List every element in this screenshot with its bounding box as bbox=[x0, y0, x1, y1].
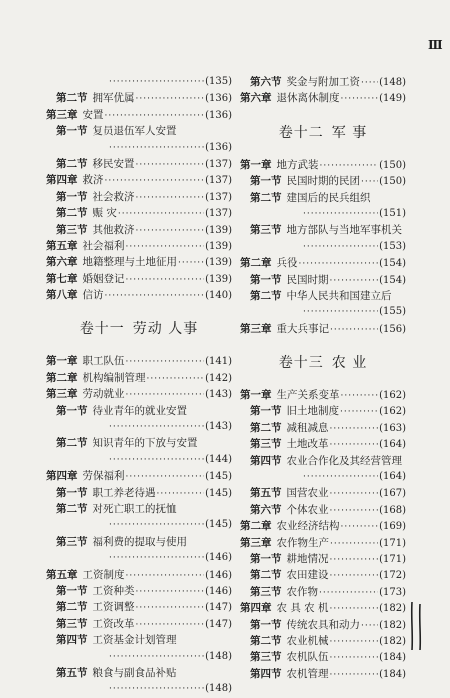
toc-entry-label: 第一节 bbox=[250, 552, 282, 565]
toc-page-number: (150) bbox=[379, 159, 406, 171]
toc-section-row[interactable] bbox=[240, 649, 406, 665]
toc-entry-label: 第六章 bbox=[46, 256, 78, 269]
toc-section-row[interactable] bbox=[240, 567, 406, 583]
toc-section-row[interactable] bbox=[46, 435, 232, 451]
leader-dots bbox=[126, 387, 205, 403]
toc-entry-title: 地方武装 bbox=[276, 158, 319, 171]
toc-section-row[interactable] bbox=[240, 584, 406, 600]
toc-entry-label: 第三节 bbox=[250, 224, 282, 237]
volume-number: 卷十二 bbox=[278, 124, 324, 141]
toc-section-row[interactable] bbox=[46, 156, 232, 172]
toc-entry-title: 信访 bbox=[82, 289, 104, 302]
toc-page-number: (143) bbox=[205, 421, 232, 433]
volume-heading bbox=[240, 117, 406, 149]
toc-entry-title: 工资基金计划管理 bbox=[92, 634, 177, 647]
leader-dots bbox=[126, 469, 205, 485]
leader-dots bbox=[126, 239, 205, 255]
toc-entry-label: 第一节 bbox=[56, 125, 88, 138]
toc-page-number: (147) bbox=[205, 618, 232, 630]
toc-entry-label: 第三节 bbox=[250, 651, 282, 664]
toc-entry-label: 第七章 bbox=[46, 272, 78, 285]
toc-page-number: (139) bbox=[205, 257, 232, 269]
toc-entry-label: 第六节 bbox=[250, 76, 282, 88]
toc-page-number: (182) bbox=[379, 619, 406, 631]
toc-entry-title: 农业合作化及其经营管理 bbox=[286, 454, 402, 467]
leader-dots bbox=[136, 157, 205, 173]
toc-section-row[interactable] bbox=[240, 403, 406, 419]
leader-dots bbox=[109, 681, 204, 697]
toc-page-number: (137) bbox=[205, 191, 232, 203]
toc-chapter-row[interactable] bbox=[240, 157, 406, 173]
toc-section-row[interactable] bbox=[240, 272, 406, 288]
leader-dots bbox=[136, 600, 205, 616]
toc-page-number: (169) bbox=[379, 521, 406, 533]
toc-entry-title: 重大兵事记 bbox=[276, 322, 329, 335]
toc-page-number: (172) bbox=[379, 570, 406, 582]
toc-entry-label: 第三章 bbox=[240, 536, 272, 549]
toc-chapter-row[interactable] bbox=[240, 518, 406, 534]
toc-page-number: (137) bbox=[205, 175, 232, 187]
toc-page-number: (164) bbox=[379, 439, 406, 451]
toc-page-number: (146) bbox=[205, 569, 232, 581]
toc-continuation-row[interactable] bbox=[240, 239, 406, 255]
toc-section-row[interactable] bbox=[46, 189, 232, 205]
toc-section-row[interactable] bbox=[46, 616, 232, 632]
toc-entry-title: 传统农具和动力 bbox=[286, 618, 360, 631]
toc-section-row[interactable] bbox=[46, 599, 232, 615]
toc-entry-label: 第一节 bbox=[250, 175, 282, 188]
toc-continuation-row[interactable] bbox=[46, 74, 232, 90]
toc-section-row[interactable] bbox=[46, 123, 232, 139]
toc-page-number: (155) bbox=[379, 306, 406, 318]
toc-section-row[interactable] bbox=[240, 288, 406, 304]
toc-left-column bbox=[46, 74, 232, 698]
toc-entry-label: 第三节 bbox=[250, 585, 282, 598]
toc-entry-label: 第二章 bbox=[46, 371, 78, 384]
toc-page-number: (146) bbox=[205, 552, 232, 564]
toc-entry-label: 第一节 bbox=[56, 486, 88, 499]
toc-entry-title: 地籍整理与土地征用 bbox=[82, 256, 177, 269]
toc-page-number: (143) bbox=[205, 389, 232, 401]
toc-page-number: (153) bbox=[379, 240, 406, 252]
leader-dots bbox=[109, 550, 204, 566]
toc-entry-label: 第三节 bbox=[56, 617, 88, 630]
toc-page-number: (148) bbox=[205, 650, 232, 662]
leader-dots bbox=[330, 437, 379, 453]
leader-dots bbox=[105, 108, 205, 124]
toc-page-number: (151) bbox=[379, 207, 406, 219]
toc-page-number: (162) bbox=[379, 406, 406, 418]
toc-page-number: (141) bbox=[205, 356, 232, 368]
leader-dots bbox=[105, 173, 205, 189]
toc-entry-title: 社会福利 bbox=[82, 239, 125, 252]
leader-dots bbox=[126, 272, 205, 288]
toc-chapter-row[interactable] bbox=[240, 90, 406, 106]
toc-chapter-row[interactable] bbox=[46, 238, 232, 254]
toc-section-row[interactable] bbox=[240, 502, 406, 518]
leader-dots bbox=[303, 304, 378, 320]
toc-entry-label: 第二节 bbox=[56, 437, 88, 450]
leader-dots bbox=[330, 650, 379, 666]
toc-page-number: (145) bbox=[205, 519, 232, 531]
toc-entry-label: 第四章 bbox=[240, 602, 272, 615]
toc-page-number: (171) bbox=[379, 537, 406, 549]
toc-page-number: (139) bbox=[205, 240, 232, 252]
leader-dots bbox=[330, 503, 379, 519]
leader-dots bbox=[136, 584, 205, 600]
leader-dots bbox=[361, 618, 378, 634]
toc-chapter-row[interactable] bbox=[46, 370, 232, 386]
toc-page-number: (136) bbox=[205, 141, 232, 153]
toc-entry-title: 个体农业 bbox=[286, 503, 329, 516]
leader-dots bbox=[361, 174, 378, 190]
toc-entry-label: 第六章 bbox=[240, 92, 272, 105]
leader-dots bbox=[330, 552, 379, 568]
leader-dots bbox=[109, 517, 204, 533]
leader-dots bbox=[299, 256, 379, 272]
toc-entry-title: 工资制度 bbox=[82, 568, 125, 581]
toc-entry-title: 工资种类 bbox=[92, 584, 135, 597]
toc-page-number: (173) bbox=[379, 586, 406, 598]
toc-chapter-row[interactable] bbox=[46, 353, 232, 369]
toc-entry-label: 第二章 bbox=[240, 520, 272, 533]
toc-section-row[interactable] bbox=[46, 485, 232, 501]
leader-dots bbox=[126, 354, 205, 370]
toc-entry-label: 第五章 bbox=[46, 568, 78, 581]
toc-page-number: (164) bbox=[379, 471, 406, 483]
toc-section-row[interactable] bbox=[46, 501, 232, 517]
leader-dots bbox=[330, 536, 378, 552]
toc-entry-title: 农机队伍 bbox=[286, 651, 329, 664]
leader-dots bbox=[330, 568, 379, 584]
toc-section-row[interactable] bbox=[240, 74, 406, 90]
toc-entry-title: 土地改革 bbox=[286, 438, 329, 451]
toc-chapter-row[interactable] bbox=[46, 468, 232, 484]
toc-page-number: (137) bbox=[205, 208, 232, 220]
toc-entry-title: 救济 bbox=[82, 174, 104, 187]
toc-continuation-row[interactable] bbox=[46, 140, 232, 156]
leader-dots bbox=[303, 206, 378, 222]
toc-entry-title: 农机管理 bbox=[286, 667, 329, 680]
toc-entry-label: 第一节 bbox=[56, 584, 88, 597]
toc-entry-label: 第三章 bbox=[46, 108, 78, 121]
toc-entry-title: 退休离休制度 bbox=[276, 92, 340, 105]
toc-entry-title: 职工队伍 bbox=[82, 355, 125, 368]
leader-dots bbox=[157, 486, 205, 502]
toc-page-number: (144) bbox=[205, 453, 232, 465]
volume-title: 军 事 bbox=[331, 124, 368, 141]
toc-page-number: (150) bbox=[379, 176, 406, 188]
toc-entry-label: 第三章 bbox=[240, 322, 272, 335]
leader-dots bbox=[330, 634, 379, 650]
toc-page-number: (167) bbox=[379, 488, 406, 500]
leader-dots bbox=[147, 371, 205, 387]
toc-section-row[interactable] bbox=[46, 632, 232, 648]
toc-page-number: (162) bbox=[379, 390, 406, 402]
toc-page-number: (149) bbox=[379, 93, 406, 105]
toc-entry-label: 第八章 bbox=[46, 289, 78, 302]
toc-chapter-row[interactable] bbox=[46, 172, 232, 188]
toc-page-number: (184) bbox=[379, 668, 406, 680]
toc-page-number: (154) bbox=[379, 274, 406, 286]
toc-page-number: (168) bbox=[379, 504, 406, 516]
page-marker: Ⅲ bbox=[428, 38, 443, 52]
toc-chapter-row[interactable] bbox=[240, 535, 406, 551]
leader-dots bbox=[320, 158, 379, 174]
leader-dots bbox=[330, 486, 379, 502]
leader-dots bbox=[178, 255, 204, 271]
toc-entry-title: 工资调整 bbox=[92, 601, 135, 614]
toc-chapter-row[interactable] bbox=[240, 321, 406, 337]
toc-page-number: (136) bbox=[205, 93, 232, 105]
toc-entry-label: 第二章 bbox=[240, 257, 272, 270]
toc-entry-label: 第二节 bbox=[56, 157, 88, 170]
leader-dots bbox=[303, 469, 378, 485]
toc-entry-title: 旧土地制度 bbox=[286, 405, 339, 418]
leader-dots bbox=[118, 206, 204, 222]
toc-continuation-row[interactable] bbox=[46, 419, 232, 435]
toc-entry-label: 第五节 bbox=[250, 487, 282, 500]
toc-entry-title: 民国时期的民团 bbox=[286, 175, 360, 188]
leader-dots bbox=[361, 75, 378, 91]
leader-dots bbox=[319, 585, 378, 601]
toc-continuation-row[interactable] bbox=[46, 550, 232, 566]
leader-dots bbox=[136, 223, 205, 239]
toc-page-number: (184) bbox=[379, 652, 406, 664]
toc-section-row[interactable] bbox=[240, 222, 406, 238]
toc-entry-title: 奖金与附加工资 bbox=[286, 76, 360, 88]
toc-entry-label: 第二节 bbox=[250, 569, 282, 582]
toc-entry-title: 农作物生产 bbox=[276, 536, 329, 549]
leader-dots bbox=[341, 388, 379, 404]
toc-continuation-row[interactable] bbox=[240, 469, 406, 485]
toc-page-number: (137) bbox=[205, 158, 232, 170]
toc-entry-label: 第三章 bbox=[46, 388, 78, 401]
leader-dots bbox=[340, 404, 378, 420]
toc-section-row[interactable] bbox=[46, 222, 232, 238]
leader-dots bbox=[330, 601, 379, 617]
toc-chapter-row[interactable] bbox=[46, 254, 232, 270]
toc-page-number: (171) bbox=[379, 553, 406, 565]
toc-entry-title: 兵役 bbox=[276, 257, 298, 270]
toc-entry-label: 第一节 bbox=[250, 405, 282, 418]
toc-continuation-row[interactable] bbox=[240, 304, 406, 320]
toc-entry-label: 第四节 bbox=[250, 454, 282, 467]
toc-section-row[interactable] bbox=[240, 420, 406, 436]
toc-section-row[interactable] bbox=[46, 205, 232, 221]
toc-page-number: (136) bbox=[205, 109, 232, 121]
toc-entry-label: 第二节 bbox=[56, 207, 88, 220]
toc-entry-title: 粮食与副食品补贴 bbox=[92, 666, 177, 679]
toc-entry-label: 第四章 bbox=[46, 470, 78, 483]
toc-entry-title: 移民安置 bbox=[92, 157, 135, 170]
toc-continuation-row[interactable] bbox=[46, 517, 232, 533]
toc-continuation-row[interactable] bbox=[46, 681, 232, 697]
toc-entry-title: 机构编制管理 bbox=[82, 371, 146, 384]
toc-entry-label: 第一节 bbox=[56, 190, 88, 203]
toc-entry-title: 职工养老待遇 bbox=[92, 486, 156, 499]
leader-dots bbox=[109, 140, 204, 156]
toc-entry-label: 第二节 bbox=[250, 289, 282, 302]
toc-section-row[interactable] bbox=[240, 190, 406, 206]
toc-entry-title: 减租减息 bbox=[286, 421, 329, 434]
toc-entry-label: 第一节 bbox=[250, 618, 282, 631]
toc-entry-title: 拥军优属 bbox=[92, 92, 135, 105]
toc-section-row[interactable] bbox=[46, 534, 232, 550]
toc-entry-label: 第二节 bbox=[250, 191, 282, 204]
toc-page-number: (182) bbox=[379, 635, 406, 647]
toc-section-row[interactable] bbox=[46, 583, 232, 599]
toc-entry-label: 第四节 bbox=[250, 667, 282, 680]
toc-entry-label: 第二节 bbox=[250, 421, 282, 434]
toc-entry-title: 国营农业 bbox=[286, 487, 329, 500]
leader-dots bbox=[330, 322, 378, 338]
toc-entry-title: 劳保福利 bbox=[82, 470, 125, 483]
leader-dots bbox=[126, 568, 205, 584]
toc-section-row[interactable] bbox=[46, 90, 232, 106]
toc-chapter-row[interactable] bbox=[240, 387, 406, 403]
toc-entry-title: 社会救济 bbox=[92, 190, 135, 203]
leader-dots bbox=[109, 74, 204, 90]
leader-dots bbox=[136, 91, 205, 107]
toc-chapter-row[interactable] bbox=[240, 600, 406, 616]
toc-section-row[interactable] bbox=[240, 633, 406, 649]
toc-entry-title: 婚姻登记 bbox=[82, 272, 125, 285]
toc-entry-label: 第五章 bbox=[46, 239, 78, 252]
toc-entry-title: 赈 灾 bbox=[92, 207, 117, 220]
toc-entry-label: 第二节 bbox=[56, 601, 88, 614]
toc-entry-label: 第二节 bbox=[250, 634, 282, 647]
toc-entry-title: 对死亡职工的抚恤 bbox=[92, 502, 177, 515]
toc-entry-title: 福利费的提取与使用 bbox=[92, 535, 187, 548]
toc-chapter-row[interactable] bbox=[46, 107, 232, 123]
leader-dots bbox=[109, 452, 204, 468]
toc-page-number: (146) bbox=[205, 585, 232, 597]
toc-page-number: (147) bbox=[205, 602, 232, 614]
toc-entry-title: 工资改革 bbox=[92, 617, 135, 630]
toc-entry-label: 第六节 bbox=[250, 503, 282, 516]
toc-section-row[interactable] bbox=[46, 665, 232, 681]
toc-entry-title: 知识青年的下放与安置 bbox=[92, 437, 198, 450]
toc-entry-title: 建国后的民兵组织 bbox=[286, 191, 371, 204]
toc-page-number: (139) bbox=[205, 273, 232, 285]
toc-entry-title: 农业经济结构 bbox=[276, 520, 340, 533]
toc-page-number: (163) bbox=[379, 422, 406, 434]
toc-chapter-row[interactable] bbox=[46, 271, 232, 287]
toc-entry-title: 农业机械 bbox=[286, 634, 329, 647]
toc-chapter-row[interactable] bbox=[46, 567, 232, 583]
leader-dots bbox=[330, 421, 379, 437]
volume-number: 卷十一 bbox=[79, 321, 125, 338]
toc-entry-label: 第三节 bbox=[250, 438, 282, 451]
toc-page-number: (154) bbox=[379, 258, 406, 270]
toc-entry-title: 农田建设 bbox=[286, 569, 329, 582]
toc-page-number: (145) bbox=[205, 471, 232, 483]
toc-entry-label: 第三节 bbox=[56, 535, 88, 548]
toc-entry-title: 复员退伍军人安置 bbox=[92, 125, 177, 138]
toc-chapter-row[interactable] bbox=[46, 386, 232, 402]
toc-section-row[interactable] bbox=[240, 485, 406, 501]
toc-entry-label: 第一章 bbox=[240, 158, 272, 171]
volume-title: 农 业 bbox=[331, 355, 368, 372]
toc-page-number: (145) bbox=[205, 487, 232, 499]
toc-section-row[interactable] bbox=[240, 551, 406, 567]
toc-chapter-row[interactable] bbox=[240, 255, 406, 271]
volume-title: 劳动 人事 bbox=[132, 321, 199, 338]
handwritten-mark-icon bbox=[408, 600, 428, 652]
toc-entry-title: 生产关系变革 bbox=[276, 389, 340, 402]
toc-continuation-row[interactable] bbox=[46, 452, 232, 468]
toc-entry-label: 第一节 bbox=[56, 404, 88, 417]
toc-right-column bbox=[240, 74, 406, 682]
toc-entry-title: 农作物 bbox=[286, 585, 318, 598]
leader-dots bbox=[105, 288, 205, 304]
toc-entry-title: 中华人民共和国建立后 bbox=[286, 289, 392, 302]
leader-dots bbox=[330, 273, 379, 289]
toc-page-number: (140) bbox=[205, 290, 232, 302]
volume-heading bbox=[46, 313, 232, 345]
toc-entry-title: 耕地情况 bbox=[286, 552, 329, 565]
leader-dots bbox=[330, 667, 379, 683]
toc-entry-title: 其他救济 bbox=[92, 223, 135, 236]
toc-page-number: (156) bbox=[379, 323, 406, 335]
toc-section-row[interactable] bbox=[240, 436, 406, 452]
toc-entry-title: 安置 bbox=[82, 108, 104, 121]
toc-entry-label: 第三节 bbox=[56, 223, 88, 236]
toc-section-row[interactable] bbox=[46, 403, 232, 419]
toc-page-number: (148) bbox=[379, 77, 406, 88]
toc-entry-title: 民国时期 bbox=[286, 273, 329, 286]
leader-dots bbox=[136, 190, 205, 206]
leader-dots bbox=[109, 419, 204, 435]
toc-entry-label: 第一章 bbox=[46, 355, 78, 368]
volume-number: 卷十三 bbox=[278, 355, 324, 372]
toc-section-row[interactable] bbox=[240, 617, 406, 633]
leader-dots bbox=[341, 91, 379, 107]
toc-section-row[interactable] bbox=[240, 173, 406, 189]
volume-heading bbox=[240, 347, 406, 379]
toc-entry-label: 第一节 bbox=[250, 273, 282, 286]
toc-entry-title: 地方部队与当地军事机关 bbox=[286, 224, 402, 237]
toc-entry-label: 第二节 bbox=[56, 502, 88, 515]
toc-page-number: (148) bbox=[205, 683, 232, 695]
toc-entry-label: 第五节 bbox=[56, 666, 88, 679]
toc-continuation-row[interactable] bbox=[240, 206, 406, 222]
toc-entry-label: 第一章 bbox=[240, 389, 272, 402]
toc-entry-title: 待业青年的就业安置 bbox=[92, 404, 187, 417]
toc-entry-label: 第四章 bbox=[46, 174, 78, 187]
toc-page-number: (142) bbox=[205, 372, 232, 384]
toc-chapter-row[interactable] bbox=[46, 287, 232, 303]
leader-dots bbox=[303, 239, 378, 255]
toc-section-row[interactable] bbox=[240, 666, 406, 682]
leader-dots bbox=[136, 617, 205, 633]
toc-page-number: (182) bbox=[379, 603, 406, 615]
toc-entry-title: 农 具 农 机 bbox=[276, 602, 329, 615]
leader-dots bbox=[341, 519, 379, 535]
toc-entry-label: 第二节 bbox=[56, 92, 88, 105]
toc-section-row[interactable] bbox=[240, 453, 406, 469]
toc-page-number: (135) bbox=[205, 76, 232, 87]
toc-entry-label: 第四节 bbox=[56, 634, 88, 647]
toc-page-number: (139) bbox=[205, 224, 232, 236]
toc-entry-title: 劳动就业 bbox=[82, 388, 125, 401]
